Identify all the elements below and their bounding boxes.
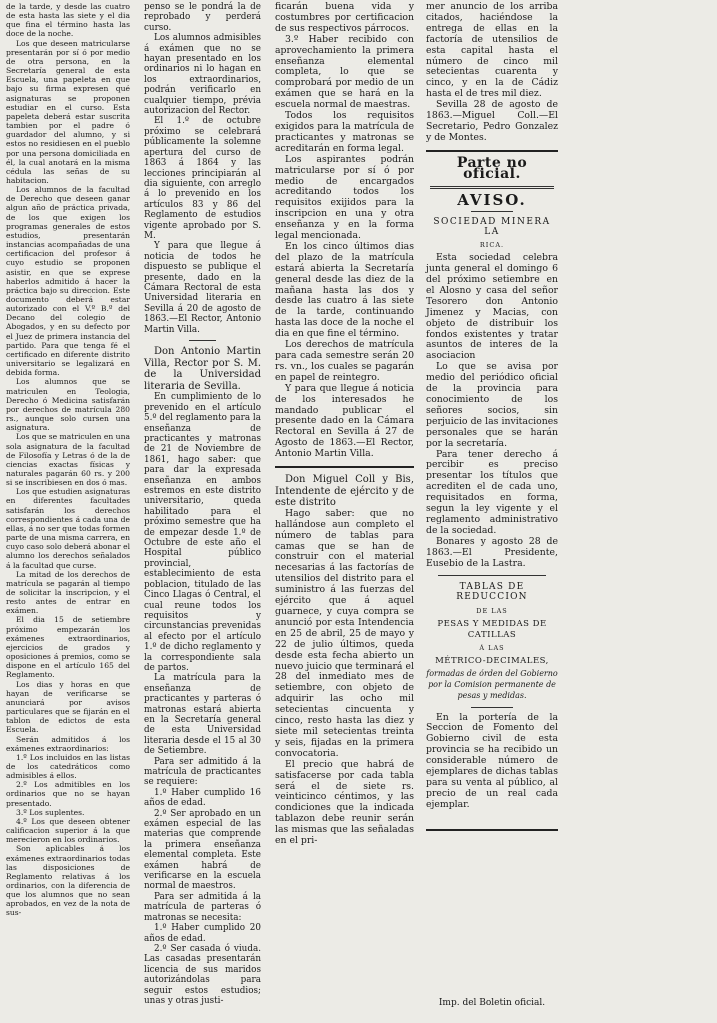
- paragraph: 3.º Los suplentes.: [16, 807, 85, 817]
- tablas-heading: TABLAS DE REDUCCION: [456, 581, 528, 603]
- divider: [471, 707, 513, 708]
- paragraph: El precio que habrá de satisfacerse por cada tabla será el de siete rs. veinticinco céntimos, y las condiciones que la indicada tablazon debe reunir serán las mismas que las señaladas en el pri-: [275, 758, 414, 847]
- paragraph: En los cinco últimos dias del plazo de la matrícula estará abierta la Secretaría general desde las diez de la mañana hasta las dos y desde las cuatro á las siete de la tarde, continuando hasta las doce de la noche el dia en que fine el término.: [275, 240, 414, 340]
- paragraph: Don Miguel Coll y Bis, Intendente de ejército y de este distrito: [275, 474, 414, 509]
- section-heading-aviso: AVISO.: [457, 190, 527, 209]
- tablas-de-las: DE LAS: [476, 607, 508, 616]
- paragraph: Y para que llegue á noticia de los interesados he mandado publicar el presente dado en la Cámara Rectoral en Sevilla á 27 de Agosto de 1863.—El Rector, Antonio Martin Villa.: [275, 382, 414, 460]
- divider: [438, 575, 546, 576]
- paragraph: 1.º Haber cumplido 20 años de edad.: [144, 923, 261, 944]
- paragraph: Los que se matriculen en una sola asignatura de la facultad de Filosofía y Letras ó de la de ciencias exactas físicas y naturales pagarán 60 rs. y 200 si se inscribiesen en dos ó mas.: [6, 432, 130, 488]
- paragraph: Los alumnos de la facultad de Derecho que deseen ganar algun año de práctica privada, de los que exigen los programas generales de estos estudios, presentarán instancias acompañadas de una certificacion del profesor á cuyo estudio se proponen asistir, en que se exprese haberlos admitido á hacer la práctica bajo su direccion. Este documento deberá estar autorizado con el V.º B.º del Decano del colegio de Abogados, y en su defecto por el Juez de primera instancia del partido. Para que tenga fé el certificado en diferente distrito universitario se legalizará en debida forma.: [6, 185, 130, 378]
- paragraph: La matrícula para la enseñanza de practicantes y parteras ó matronas estará abierta en la Secretaría general de esta Universidad literaria desde el 15 al 30 de Setiembre.: [144, 673, 261, 757]
- column-2: [140, 0, 265, 1023]
- column-3: [271, 0, 418, 1023]
- tablas-pesas: PESAS Y MEDIDAS DE CATILLAS: [437, 619, 547, 641]
- paragraph: Sevilla 28 de agosto de 1863.—Miguel Coll.—El Secretario, Pedro Gonzalez y de Montes.: [426, 99, 558, 143]
- paragraph: 1.º Los incluidos en las listas de los catedráticos como admisibles á ellos.: [6, 752, 130, 781]
- divider: [426, 150, 558, 152]
- company-title: SOCIEDAD MINERA LA: [433, 216, 551, 238]
- paragraph: La mitad de los derechos de matrícula se pagarán al tiempo de solicitar la inscripcion, y el resto antes de entrar en exámen.: [6, 569, 130, 616]
- paragraph: Son aplicables á los exámenes extraordinarios todas las disposiciones de Reglamento relativas á los ordinarios, con la diferencia de que los alumnos que no sean aprobados, en vez de la nota de sus-: [6, 844, 130, 918]
- paragraph: 2.º Los admitibles en los ordinarios que no se hayan presentado.: [6, 780, 130, 808]
- imprint: Imp. del Boletin oficial.: [438, 998, 546, 1009]
- divider: [430, 186, 554, 189]
- paragraph: 2.º Ser aprobado en un exámen especial de las materias que comprende la primera enseñanza elemental completa. Este exámen habrá de verificarse en la escuela normal de maestros.: [144, 808, 261, 892]
- section-heading-parte-no-oficial: Parte no oficial.: [456, 154, 528, 182]
- paragraph: Los dias y horas en que hayan de verificarse se anunciará por avisos particulares que se fijarán en el tablon de edictos de esta Escuela.: [6, 679, 130, 735]
- paragraph: El 1.º de octubre próximo se celebrará públicamente la solemne apertura del curso de 1863 á 1864 y las lecciones principiarán al dia siguiente, con arreglo á lo prevenido en los artículos 83 y 86 del Reglamento de estudios vigente aprobado por S. M.: [144, 116, 261, 241]
- divider: [275, 466, 414, 468]
- paragraph: El dia 15 de setiembre próximo empezarán los exámenes extraordinarios, ejercicios de grados y oposiciones á premios, como se dispone en el artículo 165 del Reglamento.: [6, 615, 130, 680]
- divider: [471, 211, 513, 212]
- paragraph: de la tarde, y desde las cuatro de esta hasta las siete y el dia que fina el término hasta las doce de la noche.: [6, 2, 130, 39]
- paragraph: mer anuncio de los arriba citados, haciéndose la entrega de ellas en la factoría de utensilios de esta capital hasta el número de cinco mil setecientas cuarenta y cinco, y en la de Cádiz hasta el de tres mil diez.: [426, 1, 558, 100]
- column-4: [422, 0, 562, 1023]
- company-subtitle: RICA.: [479, 241, 505, 250]
- paragraph: 4.º Los que deseen obtener calificacion superior á la que merecieron en los ordinarios.: [6, 816, 130, 845]
- paragraph: Don Antonio Martin Villa, Rector por S. M. de la Universidad literaria de Sevilla.: [144, 346, 261, 392]
- paragraph: Hago saber: que no hallándose aun completo el número de tablas para camas que se han de construir con el material necesarias á las factorías de utensilios del distrito para el suministro á las fuerzas del ejército que á aquel guarnece, y cuya compra se anunció por esta Intendencia en 25 de abril, 25 de mayo y 22 de julio últimos, queda desde esta fecha abierto un nuevo juicio que terminará el 28 del inmediato mes de setiembre, con objeto de adquirir las ocho mil setecientas cincuenta y cinco, resto hasta las diez y siete mil setecientas treinta y seis, fijadas en la primera convocatoria.: [275, 507, 414, 759]
- tablas-a-las: Á LAS: [479, 644, 505, 653]
- divider: [189, 340, 216, 341]
- paragraph: En la portería de la Seccion de Fomento del Gobierno civil de esta provincia se ha recibido un considerable número de ejemplares de dichas tablas para su venta al público, al precio de un real cada ejemplar.: [426, 711, 558, 810]
- divider: [426, 829, 558, 831]
- column-1: [2, 0, 134, 1023]
- paragraph: Los aspirantes podrán matricularse por sí ó por medio de encargados acreditando todos los requisitos exijidos para la inscripcion en una y otra enseñanza y en la forma legal mencionada.: [275, 153, 414, 242]
- paragraph: Los alumnos admisibles á exámen que no se hayan presentado en los ordinarios ni lo hagan en los extraordinarios, podrán verificarlo en cualquier tiempo, prévia autorizacion del Rector.: [144, 33, 261, 117]
- paragraph: Para tener derecho á percibir es preciso presentar los títulos que acrediten el de cada uno, requisitados en forma, segun la ley vigente y el reglamento administrativo de la sociedad.: [426, 448, 558, 536]
- paragraph: Los que deseen matricularse presentarán por sí ó por medio de otra persona, en la Secretaría general de esta Escuela, una papeleta en que bajo su firma expresen qué asignaturas se proponen estudiar en el curso. Esta papeleta deberá estar suscrita tambien por el padre ó guardador del alumno, y si estos no residiesen en el pueblo por una persona domiciliada en él, la cual anotará en la misma cédula las señas de su habitacion.: [6, 38, 130, 185]
- paragraph: ficarán buena vida y costumbres por certificacion de sus respectivos párrocos.: [275, 1, 414, 34]
- paragraph: 3.º Haber recibido con aprovechamiento la primera enseñanza elemental completa, lo que se comprobará por medio de un exámen que se hará en la escuela normal de maestras.: [275, 33, 414, 111]
- paragraph: Los que estudien asignaturas en diferentes facultades satisfarán los derechos correspondientes á cada una de ellas, á no ser que todas formen parte de una misma carrera, en cuyo caso solo deberá abonar el alumno los derechos señalados á la facultad que curse.: [6, 487, 130, 570]
- paragraph: Serán admitidos á los exámenes extraordinarios:: [6, 734, 130, 753]
- tablas-metrico: MÉTRICO-DECIMALES,: [435, 655, 549, 666]
- paragraph: Lo que se avisa por medio del periódico oficial de la provincia para conocimiento de los señores socios, sin perjuicio de las invitaciones personales que se harán por la secretaría.: [426, 361, 558, 449]
- paragraph: 1.º Haber cumplido 16 años de edad.: [144, 787, 261, 809]
- tablas-formadas: formadas de órden del Gobierno por la Comision permanente de pesas y medidas.: [426, 668, 558, 700]
- paragraph: Los alumnos que se matriculen en Teologia, Derecho ó Medicina satisfarán por derechos de matrícula 280 rs., aunque solo cursen una asignatura.: [6, 377, 130, 433]
- paragraph: Bonares y agosto 28 de 1863.—El Presidente, Eusebio de la Lastra.: [426, 535, 558, 569]
- paragraph: Los derechos de matrícula para cada semestre serán 20 rs. vn., los cuales se pagarán en papel de reintegro.: [275, 339, 414, 383]
- paragraph: Esta sociedad celebra junta general el domingo 6 del próximo setiembre en el Alosno y casa del señor Tesorero don Antonio Jimenez y Macias, con objeto de distribuir los fondos existentes y tratar asuntos de interes de la asociacion: [426, 252, 558, 362]
- paragraph: Para ser admitida á la matrícula de parteras ó matronas se necesita:: [144, 891, 261, 923]
- paragraph: Todos los requisitos exigidos para la matrícula de practicantes y matronas se acreditarán en forma legal.: [275, 110, 414, 154]
- paragraph: En cumplimiento de lo prevenido en el artículo 5.º del reglamento para la enseñanza de practicantes y matronas de 21 de Noviembre de 1861, hago saber: que para dar la expresada enseñanza en ambos estremos en este distrito universitario, queda habilitado para el próximo semestre que ha de empezar desde 1.º de Octubre de este año el Hospital público provincial, establecimiento de esta poblacion, titulado de las Cinco Llagas ó Central, el cual reune todos los requisitos y circunstancias prevenidas al efecto por el artículo 1.º de dicho reglamento y la correspondiente sala de partos.: [144, 392, 261, 673]
- paragraph: penso se le pondrá la de reprobado y perderá curso.: [144, 2, 261, 33]
- paragraph: 2.º Ser casada ó viuda. Las casadas presentarán licencia de sus maridos autorizándolas para seguir estos estudios; unas y otras justi-: [144, 943, 261, 1006]
- paragraph: Y para que llegue á noticia de todos he dispuesto se publique el presente, dado en la Cámara Rectoral de esta Universidad literaria en Sevilla á 20 de agosto de 1863.—El Rector, Antonio Martin Villa.: [144, 241, 261, 335]
- paragraph: Para ser admitido á la matrícula de practicantes se requiere:: [144, 756, 261, 788]
